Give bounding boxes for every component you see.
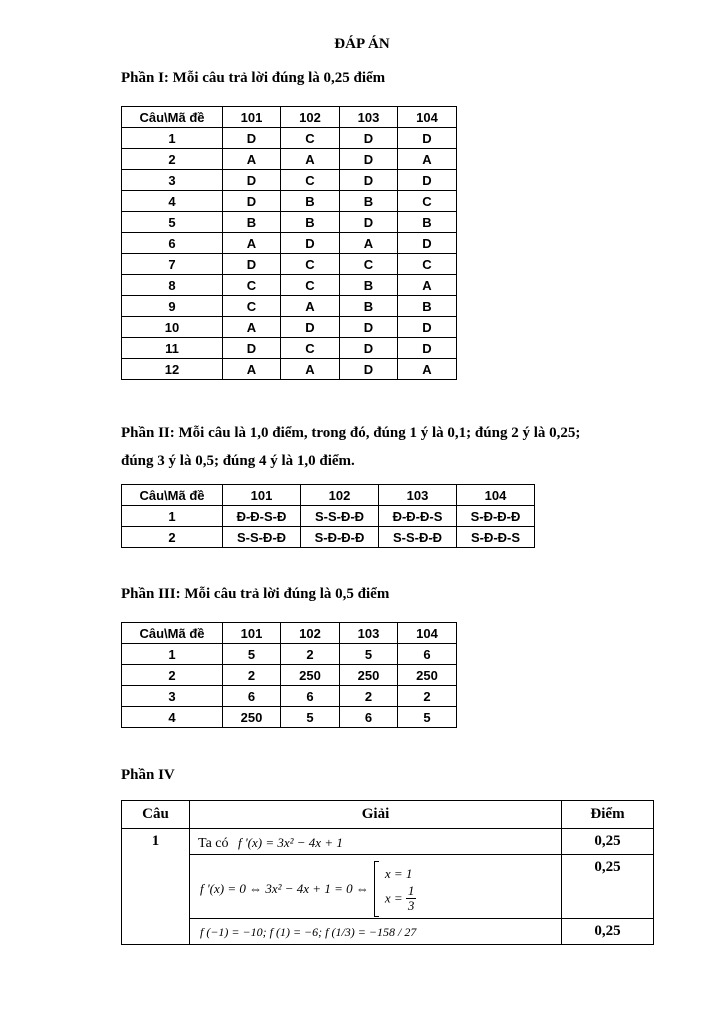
part1-answer-cell: A (340, 233, 398, 254)
part1-answer-cell: D (340, 359, 398, 380)
part3-answer-cell: 250 (398, 665, 457, 686)
part2-row (122, 527, 535, 548)
case-solutions (385, 864, 417, 913)
part2-table (121, 484, 535, 548)
part1-heading: Phần I: Mỗi câu trả lời đúng là 0,25 điểm (121, 70, 386, 86)
part1-question-cell: 6 (122, 233, 223, 254)
part3-answer-cell: 2 (340, 686, 398, 707)
part4-row-1 (122, 829, 654, 855)
solution-x2 (385, 884, 417, 913)
part4-row-2 (122, 855, 654, 919)
part1-answer-cell: A (223, 317, 281, 338)
part3-header-cell: 101 (223, 623, 281, 644)
part4-table (121, 800, 654, 945)
score-1: 0,25 (562, 829, 654, 855)
part2-heading-line1: Phần II: Mỗi câu là 1,0 điểm, trong đó, đúng 1 ý là 0,1; đúng 2 ý là 0,25; (121, 425, 581, 441)
part3-answer-cell: 2 (398, 686, 457, 707)
part1-answer-cell: A (281, 296, 340, 317)
part3-row (122, 665, 457, 686)
part1-header-row (122, 107, 457, 128)
part1-header-cell: Câu\Mã đề (122, 107, 223, 128)
part1-row (122, 149, 457, 170)
part1-answer-cell: B (281, 191, 340, 212)
equation-expression: f '(x) = 0 ⇔ 3x² − 4x + 1 = 0 ⇔ (200, 880, 369, 896)
part3-header-cell: 103 (340, 623, 398, 644)
part3-answer-cell: 5 (281, 707, 340, 728)
part1-question-cell: 3 (122, 170, 223, 191)
part1-answer-cell: C (398, 191, 457, 212)
part1-question-cell: 4 (122, 191, 223, 212)
part2-heading-line2: đúng 3 ý là 0,5; đúng 4 ý là 1,0 điểm. (121, 453, 355, 469)
part3-question-cell: 3 (122, 686, 223, 707)
part2-header-cell: 102 (301, 485, 379, 506)
part3-answer-cell: 2 (223, 665, 281, 686)
part4-heading: Phần IV (121, 767, 175, 783)
part1-answer-cell: C (223, 275, 281, 296)
part1-answer-cell: A (223, 149, 281, 170)
part1-answer-cell: D (340, 170, 398, 191)
part1-row (122, 359, 457, 380)
part1-question-cell: 12 (122, 359, 223, 380)
derivative-expression: f '(x) = 3x² − 4x + 1 (238, 835, 343, 850)
part1-answer-cell: B (398, 212, 457, 233)
part1-question-cell: 9 (122, 296, 223, 317)
part1-answer-cell: A (398, 149, 457, 170)
part2-question-cell: 2 (122, 527, 223, 548)
part1-table (121, 106, 457, 380)
part2-answer-cell: S-S-Đ-Đ (223, 527, 301, 548)
part3-answer-cell: 5 (223, 644, 281, 665)
part1-answer-cell: D (398, 128, 457, 149)
col-header-diem: Điểm (562, 801, 654, 829)
part1-answer-cell: B (340, 275, 398, 296)
part1-header-cell: 101 (223, 107, 281, 128)
part2-header-cell: 104 (457, 485, 535, 506)
part1-answer-cell: D (340, 149, 398, 170)
part1-answer-cell: C (340, 254, 398, 275)
part2-answer-cell: Đ-Đ-Đ-S (379, 506, 457, 527)
part3-question-cell: 2 (122, 665, 223, 686)
score-2: 0,25 (562, 855, 654, 919)
part3-header-row (122, 623, 457, 644)
part1-header-cell: 104 (398, 107, 457, 128)
fraction-numerator: 1 (407, 883, 415, 898)
part3-header-cell: 104 (398, 623, 457, 644)
part1-answer-cell: D (340, 317, 398, 338)
part2-row (122, 506, 535, 527)
part3-answer-cell: 5 (340, 644, 398, 665)
part2-answer-cell: S-Đ-Đ-S (457, 527, 535, 548)
solution-prefix: Ta có (198, 836, 229, 851)
solution-x2-lhs: x = (384, 890, 403, 906)
part1-row (122, 128, 457, 149)
score-3: 0,25 (562, 919, 654, 945)
part2-answer-cell: S-S-Đ-Đ (301, 506, 379, 527)
part1-question-cell: 5 (122, 212, 223, 233)
solution-line-2 (190, 855, 562, 919)
part1-header-cell: 102 (281, 107, 340, 128)
part1-answer-cell: C (281, 275, 340, 296)
part1-answer-cell: B (340, 191, 398, 212)
part1-header-cell: 103 (340, 107, 398, 128)
part1-question-cell: 11 (122, 338, 223, 359)
part1-answer-cell: C (398, 254, 457, 275)
part2-answer-cell: S-Đ-Đ-Đ (457, 506, 535, 527)
part3-answer-cell: 250 (340, 665, 398, 686)
part1-answer-cell: D (281, 233, 340, 254)
part1-answer-cell: D (398, 317, 457, 338)
solution-line-1 (190, 829, 562, 855)
part1-answer-cell: A (281, 149, 340, 170)
part1-row (122, 254, 457, 275)
part1-row (122, 296, 457, 317)
part1-row (122, 191, 457, 212)
col-header-cau: Câu (122, 801, 190, 829)
function-values: f (−1) = −10; f (1) = −6; f (1/3) = −158 / 27 (200, 925, 417, 939)
part3-answer-cell: 250 (223, 707, 281, 728)
part1-answer-cell: C (281, 128, 340, 149)
part1-answer-cell: A (223, 359, 281, 380)
part1-row (122, 317, 457, 338)
part1-question-cell: 1 (122, 128, 223, 149)
part2-heading (121, 419, 681, 475)
part1-answer-cell: B (281, 212, 340, 233)
part1-answer-cell: B (223, 212, 281, 233)
part2-question-cell: 1 (122, 506, 223, 527)
part1-answer-cell: D (340, 128, 398, 149)
part3-answer-cell: 6 (398, 644, 457, 665)
part1-row (122, 275, 457, 296)
part1-answer-cell: D (223, 338, 281, 359)
part1-row (122, 212, 457, 233)
part1-question-cell: 10 (122, 317, 223, 338)
part1-answer-cell: D (398, 170, 457, 191)
part3-row (122, 707, 457, 728)
part1-answer-cell: D (281, 317, 340, 338)
part1-answer-cell: C (281, 254, 340, 275)
part3-answer-cell: 6 (340, 707, 398, 728)
part3-question-cell: 1 (122, 644, 223, 665)
case-bracket (374, 861, 379, 917)
part1-row (122, 170, 457, 191)
part2-header-row (122, 485, 535, 506)
solution-line-3 (190, 919, 562, 945)
part1-answer-cell: A (398, 275, 457, 296)
part1-answer-cell: D (340, 212, 398, 233)
part1-answer-cell: D (223, 128, 281, 149)
part1-answer-cell: B (398, 296, 457, 317)
part3-answer-cell: 6 (281, 686, 340, 707)
part1-answer-cell: D (223, 191, 281, 212)
part1-answer-cell: C (281, 170, 340, 191)
part2-header-cell: Câu\Mã đề (122, 485, 223, 506)
part3-row (122, 686, 457, 707)
part1-answer-cell: D (398, 338, 457, 359)
part1-answer-cell: C (281, 338, 340, 359)
part1-answer-cell: B (340, 296, 398, 317)
part3-row (122, 644, 457, 665)
part4-header-row (122, 801, 654, 829)
part2-answer-cell: Đ-Đ-S-Đ (223, 506, 301, 527)
part1-answer-cell: D (223, 170, 281, 191)
solution-x2-fraction (406, 884, 417, 913)
part3-header-cell: Câu\Mã đề (122, 623, 223, 644)
part3-answer-cell: 6 (223, 686, 281, 707)
part4-row-3 (122, 919, 654, 945)
part2-header-cell: 101 (223, 485, 301, 506)
fraction-denominator: 3 (407, 898, 415, 913)
part1-answer-cell: A (223, 233, 281, 254)
part1-question-cell: 7 (122, 254, 223, 275)
part1-answer-cell: A (281, 359, 340, 380)
part3-answer-cell: 250 (281, 665, 340, 686)
page-title: ĐÁP ÁN (334, 36, 390, 52)
part2-answer-cell: S-Đ-Đ-Đ (301, 527, 379, 548)
part2-header-cell: 103 (379, 485, 457, 506)
part2-answer-cell: S-S-Đ-Đ (379, 527, 457, 548)
part3-answer-cell: 5 (398, 707, 457, 728)
part1-answer-cell: D (340, 338, 398, 359)
part1-question-cell: 8 (122, 275, 223, 296)
part1-answer-cell: D (398, 233, 457, 254)
col-header-giai: Giải (190, 801, 562, 829)
part1-answer-cell: C (223, 296, 281, 317)
part3-header-cell: 102 (281, 623, 340, 644)
part1-answer-cell: D (223, 254, 281, 275)
solution-x1: x = 1 (384, 866, 413, 881)
part1-row (122, 338, 457, 359)
part3-table (121, 622, 457, 728)
part3-answer-cell: 2 (281, 644, 340, 665)
part1-answer-cell: A (398, 359, 457, 380)
part3-heading: Phần III: Mỗi câu trả lời đúng là 0,5 điểm (121, 586, 390, 602)
part3-question-cell: 4 (122, 707, 223, 728)
part1-question-cell: 2 (122, 149, 223, 170)
part1-row (122, 233, 457, 254)
question-number: 1 (122, 829, 190, 945)
